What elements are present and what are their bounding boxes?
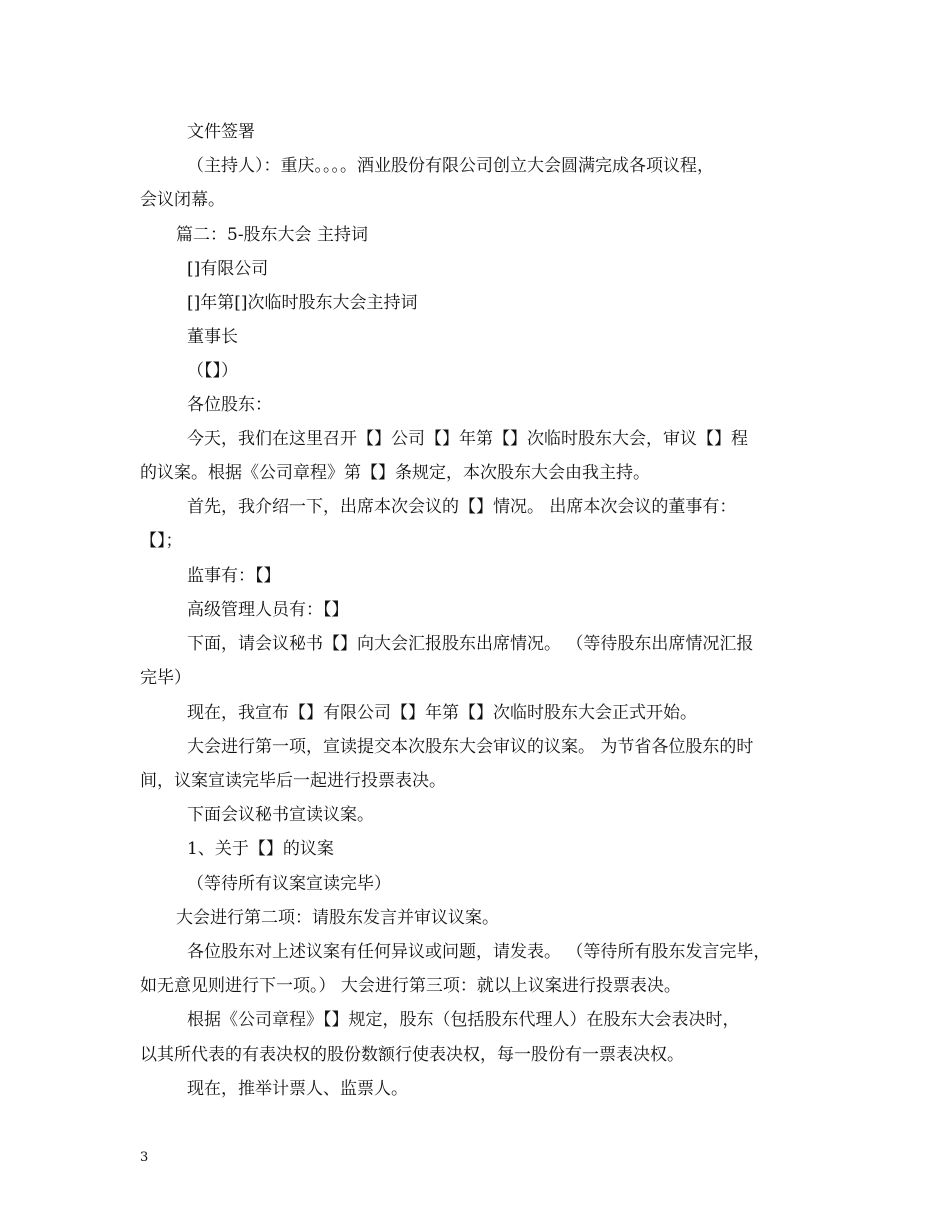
text-line: 完毕） [140, 668, 191, 688]
text-line: 下面会议秘书宣读议案。 [187, 805, 374, 825]
text-line: []有限公司 [187, 259, 269, 279]
page-number: 3 [140, 1150, 149, 1165]
text-line: 1、关于【】的议案 [187, 839, 334, 859]
text-line: 如无意见则进行下一项。） 大会进行第三项：就以上议案进行投票表决。 [140, 976, 681, 996]
text-line: 间，议案宣读完毕后一起进行投票表决。 [140, 771, 446, 791]
text-line: 首先，我介绍一下，出席本次会议的【】情况。 出席本次会议的董事有： [187, 497, 737, 517]
text-line: 以其所代表的有表决权的股份数额行使表决权，每一股份有一票表决权。 [140, 1045, 684, 1065]
text-line: 的议案。根据《公司章程》第【】条规定，本次股东大会由我主持。 [140, 463, 650, 483]
text-line: 现在，推举计票人、监票人。 [187, 1079, 408, 1099]
text-line: （等待所有议案宣读完毕） [187, 874, 391, 894]
text-line: 现在，我宣布【】有限公司【】年第【】次临时股东大会正式开始。 [187, 703, 697, 723]
text-line: 大会进行第二项：请股东发言并审议议案。 [176, 908, 499, 928]
text-line: 根据《公司章程》【】规定，股东（包括股东代理人）在股东大会表决时， [187, 1010, 740, 1030]
section-heading: 篇二：5-股东大会 主持词 [176, 225, 368, 245]
text-line: （主持人）：重庆。。。。酒业股份有限公司创立大会圆满完成各项议程， [187, 156, 714, 176]
text-line: 高级管理人员有：【】 [187, 600, 349, 620]
text-line: 文件签署 [187, 122, 255, 142]
text-line: （【】） [187, 361, 238, 381]
text-line: 大会进行第一项，宣读提交本次股东大会审议的议案。 为节省各位股东的时 [187, 737, 754, 757]
text-line: 会议闭幕。 [140, 190, 225, 210]
text-line: 今天，我们在这里召开【】公司【】年第【】次临时股东大会，审议【】程 [187, 429, 748, 449]
text-line: []年第[]次临时股东大会主持词 [187, 293, 418, 313]
text-line: 各位股东： [187, 395, 272, 415]
text-line: 监事有：【】 [187, 566, 281, 586]
text-line: 各位股东对上述议案有任何异议或问题，请发表。 （等待所有股东发言完毕， [187, 942, 771, 962]
text-line: 【】； [140, 531, 183, 551]
text-line: 下面，请会议秘书【】向大会汇报股东出席情况。 （等待股东出席情况汇报 [187, 634, 754, 654]
text-line: 董事长 [187, 327, 238, 347]
